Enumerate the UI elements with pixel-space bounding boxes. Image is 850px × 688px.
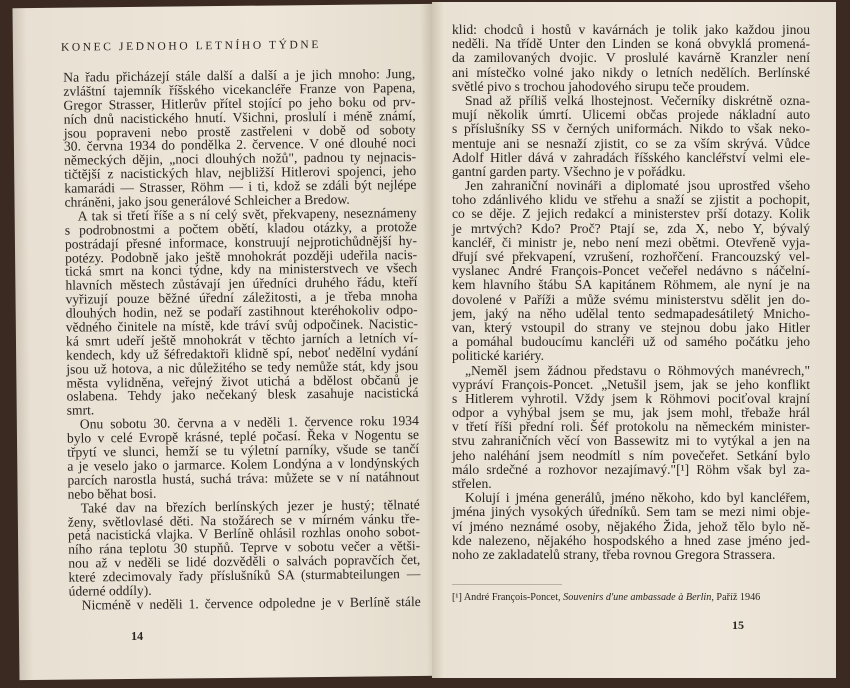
text-line: ani místečko volné jako nikdy o letních nedělích. Berlínské (452, 64, 810, 80)
footnote-title: Souvenirs d'une ambassade à Berlin, (563, 592, 714, 603)
text-line: Nicméně v neděli 1. července odpoledne je v Berlíně stále (81, 593, 421, 613)
text-line: chráněni, jako jsou generálové Schleicher a Bredow. (64, 191, 350, 210)
text-line: mují několik úmrtí. Ulicemi občas projede nákladní auto (452, 107, 810, 123)
text-line: kde nalezeno, nějakého hospodského a hned zase jméno jed- (452, 532, 810, 548)
text-line: co se děje. Z jejich redakcí a ministerstev prší dotazy. Kolik (452, 206, 810, 222)
text-line: potézy. Podobně jako ještě mnohokrát později udeřila nacis- (65, 246, 418, 266)
text-line: a je veselo jako o jarmarce. Kolem Londýna a v londýnských (67, 454, 420, 474)
text-line: tická smrt na konci týdne, kdy na ministerstvech ve všech (65, 260, 418, 280)
text-line: 30. června 1934 do pondělka 2. července. V oné dlouhé noci (63, 135, 417, 155)
text-line: oslabena. Tehdy jako nečekaný blesk zasahuje nacistická (66, 385, 419, 405)
text-line: gantní garden party. Všechno je v pořádku. (452, 163, 686, 179)
text-line: ví jméno neznámé osoby, nějakého Žida, jehož tělo bylo ně- (452, 518, 810, 534)
text-line: Kolují i jména generálů, jméno někoho, kdo byl kancléřem, (465, 490, 810, 506)
text-line: Adolf Hitler dává v zahradách říšského kancléřství velmi ele- (452, 149, 810, 165)
text-line: odpor a vyhýbal jsem se mu, jak jsem mohl, třebaže hrál (452, 405, 810, 421)
text-line: politické kariéry. (452, 348, 544, 364)
text-line: stvu zahraničních věcí von Bassewitz mi to vytýkal a jen na (452, 433, 810, 449)
text-line: Gregor Strasser, Hitlerův přítel stojící po jeho boku od prv- (63, 93, 416, 113)
text-line: je mrtvých? Kdo? Proč? Ptají se, zda X, nebo Y, bývalý (452, 220, 810, 236)
footnote-divider (452, 584, 562, 585)
text-line: zvláštní tajemník říšského vicekancléře Franze von Papena, (63, 79, 416, 99)
text-line: jem, jaký na něho udělal tento sedmapadesátiletý Mnicho- (452, 305, 810, 321)
footnote (452, 592, 760, 603)
text-line: kem hlavního štábu SA kapitánem Röhmem, ale nyní je na (452, 277, 810, 293)
text-line: kamarádi — Strasser, Röhm — i ti, kdož se zdáli být nejlépe (64, 177, 417, 196)
right-page (432, 2, 836, 678)
text-line: noho ze zakladatelů strany, třeba rovnou Gregora Strassera. (452, 546, 776, 562)
text-line: tičtější z nacistických hlav, nejbližší Hitlerovi spojenci, jeho (64, 163, 417, 182)
text-line: bylo v celé Evropě krásné, teplé počasí. Řeka v Nogentu se (66, 427, 420, 446)
text-line: A tak si třetí říše a s ní celý svět, překvapeny, neseznámeny (77, 204, 417, 224)
text-line: toho zdánlivého klidu ve střehu a snaží se zjistit a pochopit, (452, 192, 810, 208)
footnote-place-year: Paříž 1946 (716, 592, 761, 603)
left-page-text (63, 67, 421, 612)
text-line: postrádají přesné informace, konstruují nejprotichůdnější hy- (64, 232, 418, 252)
text-line: dlouhých hodin, než se podaří zastihnout kteréhokoliv odpo- (65, 302, 418, 321)
text-line: Jen zahraniční novináři a diplomaté jsou uprostřed všeho (465, 178, 810, 194)
text-line: kancléř, či ministr je, nebo není mezi obětmi. Otevřeně vyja- (452, 234, 810, 250)
text-line: třpytí ve slunci, hemží se tu výletní parníky, všude se tančí (67, 441, 420, 460)
text-line: s podrobnostmi a počtem obětí, kladou otázky, a protože (64, 218, 417, 238)
text-line: ženy, světlovlasé děti. Na stožárech se v mírném vánku tře- (67, 510, 420, 530)
text-line: Onu sobotu 30. června a v neděli 1. července roku 1934 (79, 413, 419, 432)
text-line: parcích narostla hustá, suchá tráva: můžete se v ní natáhnout (67, 468, 420, 488)
text-line: Snad až příliš velká lhostejnost. Večerníky diskrétně ozna- (465, 92, 810, 108)
text-line: jeho naléhání jsem neodmítl s ním povečeřet. Setkání bylo (452, 447, 810, 463)
text-line: van, který vstoupil do strany ve stejnou dobu jako Hitler (452, 319, 810, 335)
text-line: ká smrt udeří ještě mnohokrát v těchto jarních a letních ví- (65, 329, 419, 349)
text-line: dovolené v Paříži a může svému ministerstvu sdělit jen do- (452, 291, 810, 307)
text-line: vědného činitele na místě, kde tráví svůj odpočinek. Nacistic- (65, 316, 418, 335)
text-line: Také dav na březích berlínských jezer je hustý; tělnaté (80, 496, 420, 516)
text-line: s Hitlerem vyhrotil. Vždy jsem k Röhmovi pociťoval krajní (452, 390, 810, 406)
text-line: klid: chodců i hostů v kavárnách je tolik jako každou jinou (452, 22, 810, 37)
text-line: vyslanec André François-Poncet večeřel nedávno s náčelní- (452, 263, 810, 279)
text-line: kendech, kdy už šéfredaktoři klidně spí, neboť nedělní vydání (66, 343, 419, 363)
page-number: 14 (131, 628, 144, 644)
text-line: jsou už hotova, a nic důležitého se tedy nemůže stát, kdy jsou (66, 357, 419, 377)
text-line: petá nacistická vlajka. V Berlíně ohlásil rozhlas onoho sobot- (67, 524, 421, 544)
text-line: da zamilovaných dvojic. V proslulé kavárně Kranzler není (452, 50, 810, 66)
text-line: Na řadu přicházejí stále další a další a je jich mnoho: Jung, (63, 66, 416, 85)
running-head: KONEC JEDNOHO LETNÍHO TÝDNE (60, 38, 322, 54)
text-line: ních dnů nacistického hnutí. Všichni, proslulí i méně známí, (63, 107, 416, 127)
footnote-author: André François-Poncet, (463, 592, 561, 603)
text-line: „Neměl jsem žádnou představu o Röhmových manévrech," (465, 362, 810, 378)
left-page (12, 4, 439, 680)
text-line: střelen. (452, 476, 492, 491)
text-line: a pomáhal budoucímu kancléři už od samého počátku jeho (452, 334, 810, 350)
page-number: 15 (732, 618, 744, 632)
text-line: světlé pivo s trochou jahodového sirupu teče proudem. (452, 78, 750, 94)
text-line: ního rána teplotu 30 stupňů. Teprve v sobotu večer a větši- (68, 538, 421, 557)
text-line: jsou popraveni nebo prostě zastřeleni v době od soboty (63, 121, 416, 141)
text-line: mentuje ani se nesnaží zjistit, co se za vším skrývá. Vůdce (452, 135, 810, 151)
text-line: dřují své překvapení, vzrušení, rozhořčení. Francouzský vel- (452, 249, 810, 264)
text-line: hlavních městech zůstávají jen úředníci druhého řádu, kteří (65, 274, 418, 294)
text-line: nou až v neděli se lidé dozvěděli o salvách popravčích čet, (68, 552, 421, 571)
text-line: vypráví François-Poncet. „Netušil jsem, jak se jeho konflikt (452, 376, 810, 392)
text-line: smrt. (66, 402, 95, 419)
text-line: jména jiných vysokých úředníků. Sem tam se mezi nimi obje- (452, 504, 810, 520)
text-line: neděli. Na třídě Unter den Linden se koná obvyklá promená- (452, 36, 810, 52)
text-line: úderné oddíly). (68, 582, 152, 599)
footnote-marker: [¹] (452, 592, 462, 603)
right-page-text (452, 23, 810, 562)
text-line: města vylidněna, veřejný život utichá a bdělost občanů je (66, 371, 419, 391)
text-line: nebo běhat bosi. (67, 485, 157, 502)
text-line: německých dějin, „noci dlouhých nožů", padnou ty nejnacis- (64, 149, 417, 169)
text-line: málo srdečné a rozhovor nezajímavý."[¹] Röhm však byl za- (452, 461, 810, 477)
text-line: s příslušníky SS v černých uniformách. Nikdo to však neko- (452, 121, 810, 137)
text-line: vyřizují pouze běžné úřední záležitosti, a je třeba mnoha (65, 288, 418, 307)
text-line: které zdecimovaly řady příslušníků SA (sturmabteilungen — (68, 566, 421, 585)
text-line: v třetí říši přední roli. Šéf protokolu na německém minister- (452, 419, 810, 435)
